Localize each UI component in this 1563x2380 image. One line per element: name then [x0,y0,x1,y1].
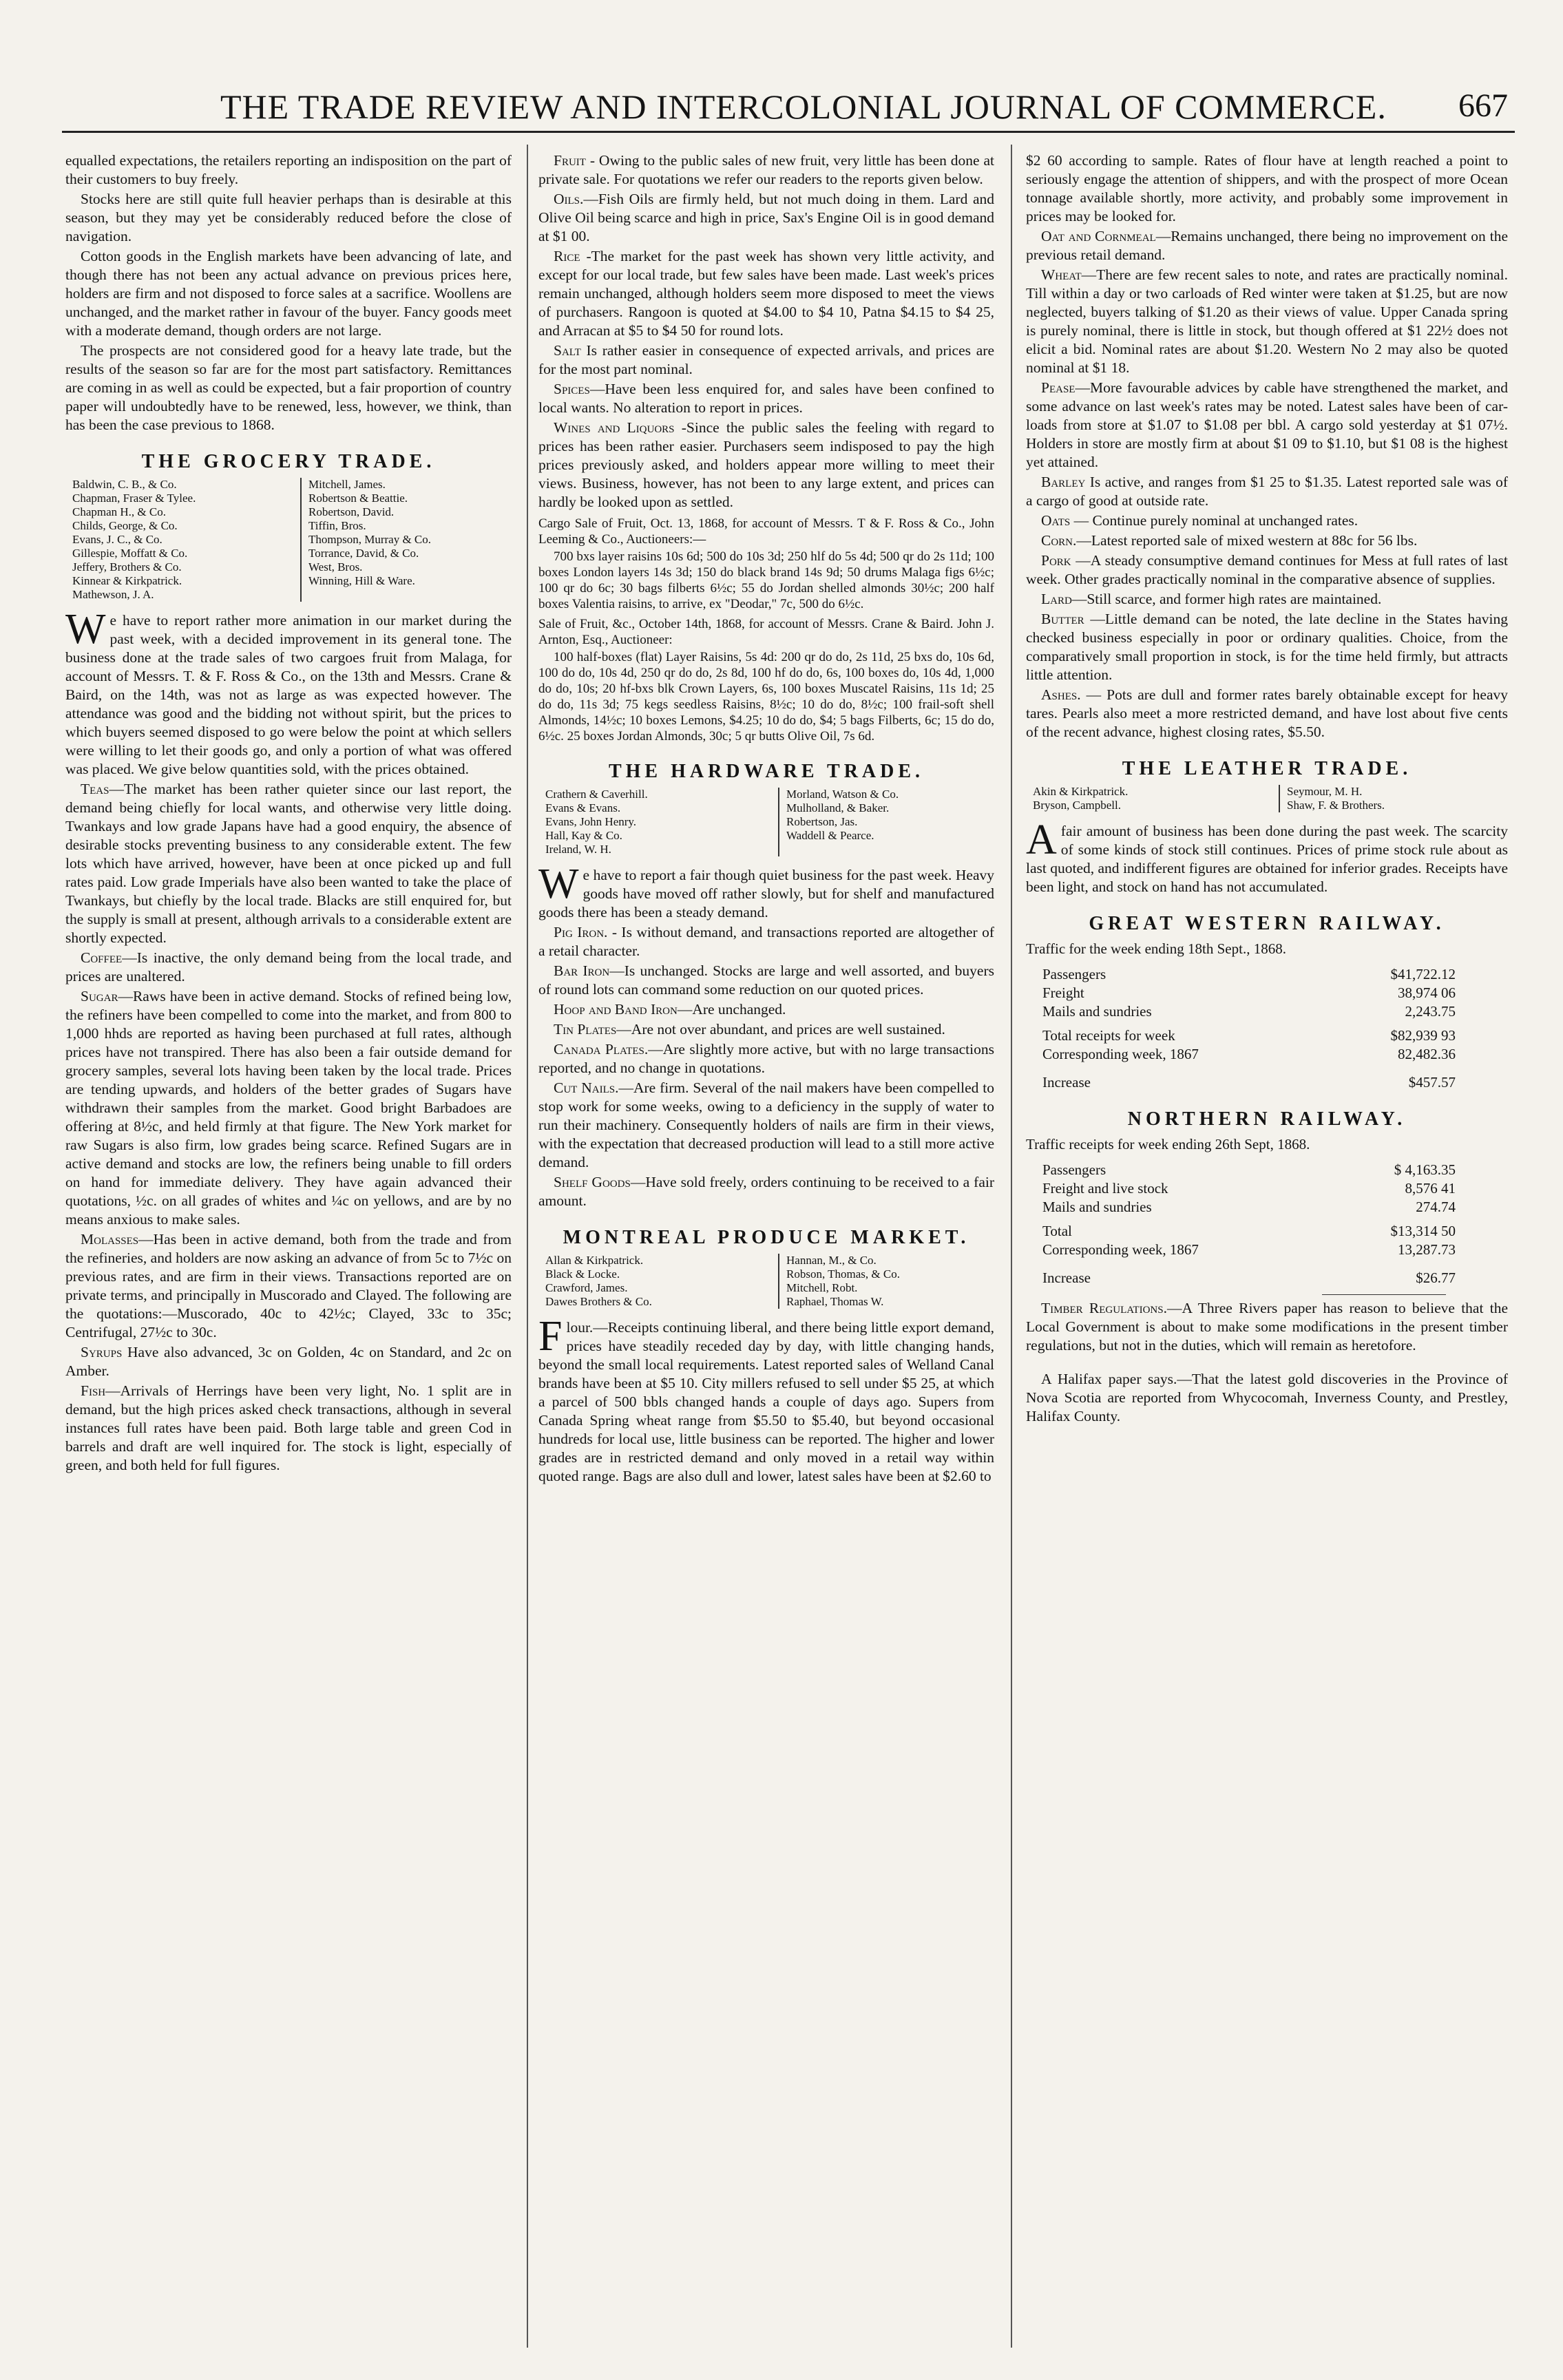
firm-list-left [545,788,762,856]
row-value: 38,974 06 [1398,984,1456,1001]
row-value: 2,243.75 [1405,1003,1456,1020]
subhead: Fruit [554,152,586,169]
row-value: $457.57 [1408,1074,1456,1091]
firm-name: Bryson, Campbell. [1033,799,1121,812]
firm-name: Seymour, M. H. [1287,785,1363,798]
traffic-table-northern [1026,1135,1508,1287]
traffic-increase-row [1026,1073,1456,1092]
traffic-row [1026,1198,1456,1217]
paragraph [1026,266,1508,377]
subhead: Salt [554,342,581,359]
paragraph [1026,590,1508,609]
traffic-row [1026,1002,1456,1021]
paragraph [538,419,994,512]
lead-paragraph: Flour.—Receipts continuing liberal, and there being little export demand, prices have steadily receded day by day, with little changing hands, beyond the small local requirements. Latest reported sales of Welland Canal brands have been at $5 10. City millers refused to sell under $5 25, at which a parcel of 500 bbls changed hands a couple of days ago. Supers from Canada Spring wheat range from $5.50 to $5.40, but beyond occasional hundreds for local use, little business can be reported. The higher and lower grades are in restricted demand and only moved in a retail way within quoted range. Bags are also dull and lower, latest sales have been at $2.60 to [538,1313,994,1484]
paragraph-text: —More favourable advices by cable have strengthened the market, and some advance on last week's rates may be noted. Latest sales have been of car-loads from store at $1.07 to $1.08 per bbl. A cargo sold yesterday at $1 07½. Holders in store are mostly firm at about $1 09 to $1.10, but $1 08 is the highest yet attained. [1026,379,1508,470]
traffic-row [1026,984,1456,1002]
row-value: 13,287.73 [1398,1241,1456,1258]
row-label: Corresponding week, 1867 [1042,1241,1199,1258]
firm-list-right [1279,785,1508,812]
subhead: Spices [554,381,590,397]
subhead: Bar Iron [554,962,610,979]
paragraph-text: —Have sold freely, orders continuing to be received to a fair amount. [538,1174,994,1209]
row-value: $13,314 50 [1390,1223,1456,1239]
paragraph: Stocks here are still quite full heavier perhaps than is desirable at this season, but they may yet be considerably reduced before the close of navigation. [65,191,512,244]
paragraph-text: —Arrivals of Herrings have been very light, No. 1 split are in demand, but the high prices asked check transactions, although in several instances full rates have been paid. Both large table and green Cod in barrels and draft are well inquired for. The stock is light, especially of green, and both held for full figures. [65,1382,512,1473]
paragraph [65,780,512,947]
subhead: Corn [1041,532,1073,549]
row-label: Increase [1042,1270,1091,1286]
paragraph-text: —Little demand can be noted, the late decline in the States having checked business especially in poor or ordinary qualities. Choice, from the comparatively small proportion in stock, is for the time held firmly, but attracts little attention. [1026,611,1508,683]
firm-name: Crathern & Caverhill. [545,788,648,801]
paragraph-text: -The market for the past week has shown very little activity, and except for our local trade, but few sales have been made. Last week's prices remain unchanged, although holders seem more disposed to meet the views of purchasers. Rangoon is quoted at $4.00 to $4 10, Patna $4.15 to $4 25, and Arracan at $5 to $4 50 for round lots. [538,248,994,339]
traffic-row [1026,1179,1456,1198]
firm-name: Hall, Kay & Co. [545,829,622,842]
subhead: Timber Regulations [1041,1300,1164,1316]
paragraph [538,923,994,960]
firm-list-right [300,478,512,602]
firm-name: Tiffin, Bros. [308,519,366,532]
firm-name: Robertson, Jas. [786,815,858,828]
firm-name: Black & Locke. [545,1267,620,1281]
row-value: $ 4,163.35 [1394,1161,1456,1178]
paragraph-text: —Are not over abundant, and prices are well sustained. [616,1021,945,1038]
row-value: 8,576 41 [1405,1180,1456,1197]
subhead: Wheat [1041,266,1082,283]
masthead [62,83,1515,133]
paragraph-text: —Is inactive, the only demand being from the local trade, and prices are unaltered. [65,949,512,984]
sale-body: 100 half-boxes (flat) Layer Raisins, 5s 4d: 200 qr do do, 2s 11d, 25 bxs do, 10s 6d, 100 do do, 10s 4d, 250 qr do do, 2s 8d, 100 hf do do, 6s, 100 boxes do, 10s 4d, 1,000 do do, 10s; 20 hf-bxs blk Crown Layers, 6s, 100 boxes Muscatel Raisins, 11s 1d; 25 do do, 11s 3d; 75 kegs seedless Raisins, 8½c; 10 do do, 8½c; 100 frail-soft shell Almonds, 14½c; 10 boxes Lemons, $4.25; 10 do do, $4; 5 bags Filberts, 6c; 15 do do, 6½c. 25 boxes Jordan Almonds, 30c; 5 qr butts Olive Oil, 7s 6d. [538,650,994,744]
paragraph-text: — Continue purely nominal at unchanged rates. [1070,512,1359,529]
firm-name: Winning, Hill & Ware. [308,574,415,587]
firm-name: Robson, Thomas, & Co. [786,1267,900,1281]
subhead: Wines and Liquors [554,419,675,436]
paragraph-text: —A steady consumptive demand continues for Mess at full rates of last week. Other grades practically nominal in the comparative absence of supplies. [1026,552,1508,587]
traffic-row [1026,965,1456,984]
paragraph: equalled expectations, the retailers reporting an indisposition on the part of their customers to buy freely. [65,152,512,187]
paragraph: The prospects are not considered good for a heavy late trade, but the results of the season so far are for the most part satisfactory. Remittances are coming in as well as could be expected, but a fair proportion of country paper will undoubtedly have to be renewed, less, however, we think, than has been the case previous to 1868. [65,342,512,433]
paragraph-text: —Has been in active demand, both from the trade and from the refineries, and holders are now asking an advance of from 5c to 7½c on previous rates, and are firm in their views. Transactions reported are on private terms, and principally in Muscorado and Clayed. The following are the quotations:—Muscorado, 40c to 42½c; Clayed, 33c to 35c; Centrifugal, 27½c to 30c. [65,1231,512,1340]
subhead: Oat and Cornmeal [1041,228,1156,244]
firm-name: Mulholland, & Baker. [786,801,890,814]
firm-name: Mathewson, J. A. [72,588,154,601]
firm-list-grocery [65,478,512,602]
sale-title: Cargo Sale of Fruit, Oct. 13, 1868, for account of Messrs. T & F. Ross & Co., John Leeming & Co., Auctioneers:— [538,516,994,547]
subhead: Molasses [81,1231,139,1247]
subhead: Sugar [81,988,118,1004]
paragraph [1026,686,1508,741]
lead-paragraph: Afair amount of business has been done during the past week. The scarcity of some kinds of stock still continues. Prices of prime stock rule about as last quoted, and indifferent figures are obtained for inferior grades. Receipts have been light, and stock on hand has not accumulated. [1026,817,1508,895]
paragraph-text: -Since the public sales the feeling with regard to prices has been rather easier. Purchasers seem indisposed to pay the high prices previously asked, and holders appear more willing to meet their views. Business, however, has not been to any large extent, and prices can hardly be looked upon as settled. [538,419,994,510]
paragraph-text: .—Are slightly more active, but with no large transactions reported, and no change in quotations. [538,1041,994,1076]
sale-body: 700 bxs layer raisins 10s 6d; 500 do 10s 3d; 250 hlf do 5s 4d; 500 qr do 2s 11d; 100 boxes London layers 14s 3d; 150 do black brand 14s 9d; 50 drums Malaga figs 6½c; 100 qr do 6c; 30 bags filberts 6½c; 55 do Jordan shelled almonds 30½c; 200 half boxes Valentia raisins, to arrive, ex "Deodar," 7c, 500 do 6½c. [538,549,994,611]
subhead: Coffee [81,949,123,966]
section-heading-produce: MONTREAL PRODUCE MARKET. [563,1227,970,1248]
traffic-caption: Traffic for the week ending 18th Sept., 1868. [1026,940,1286,957]
paragraph-text: —Is unchanged. Stocks are large and well assorted, and buyers of round lots can command some reduction on our quoted prices. [538,962,994,998]
firm-name: Gillespie, Moffatt & Co. [72,547,188,560]
section-heading-grocery: THE GROCERY TRADE. [141,451,436,472]
paragraph [538,1000,994,1019]
firm-list-left [72,478,284,602]
lead-paragraph: We have to report rather more animation in our market during the past week, with a decided improvement in its general tone. The business done at the trade sales of two cargoes fruit from Malaga, for account of Messrs. T. & F. Ross & Co., on the 13th and Messrs. Crane & Baird, on the 14th, was not as large as was expected however. The attendance was good and the bidding not without spirit, but the prices to which buyers seemed disposed to go were below the point at which sellers were willing to let their goods go, and only a portion of what was offered was placed. We give below quantities sold, with the prices obtained. [65,606,512,777]
firm-name: West, Bros. [308,560,363,573]
section-heading-leather: THE LEATHER TRADE. [1122,758,1412,779]
firm-list-leather [1026,785,1508,812]
firm-name: Evans, John Henry. [545,815,637,828]
paragraph [1026,1299,1508,1355]
paragraph [65,1382,512,1475]
row-label: Corresponding week, 1867 [1042,1046,1199,1062]
paragraph [538,1079,994,1172]
firm-name: Akin & Kirkpatrick. [1033,785,1129,798]
firm-name: Mitchell, James. [308,478,386,491]
firm-name: Torrance, David, & Co. [308,547,419,560]
subhead: Cut Nails [554,1080,616,1096]
row-label: Total receipts for week [1042,1027,1175,1044]
firm-name: Thompson, Murray & Co. [308,533,432,546]
subhead: Canada Plates [554,1041,644,1057]
row-value: 82,482.36 [1398,1046,1456,1062]
firm-name: Robertson, David. [308,505,395,518]
firm-name: Crawford, James. [545,1281,628,1294]
traffic-row [1026,1161,1456,1179]
paragraph [65,987,512,1229]
journal-title: THE TRADE REVIEW AND INTERCOLONIAL JOURNAL OF COMMERCE. [220,87,1387,126]
paragraph-text: —The market has been rather quieter since our last report, the demand being chiefly for local wants, and otherwise very little doing. Twankays and low grade Japans have had a good enquiry, the absence of desirable stocks preventing business to any considerable extent. The few lots which have arrived, however, have been at once picked up and full rates paid. Low grade Imperials have also been wanted to take the place of Twankays, but chiefly by the local trade. Blacks are still enquired for, but the supply is small at present, although arrivals to a considerable extent are shortly expected. [65,781,512,946]
row-label: Mails and sundries [1042,1199,1152,1215]
page-number: 667 [1458,87,1508,124]
firm-name: Childs, George, & Co. [72,519,178,532]
auction-sale-2 [538,616,994,744]
traffic-total-row [1026,1026,1456,1045]
firm-list-right [778,788,994,856]
firm-list-right [778,1254,994,1309]
row-label: Passengers [1042,966,1106,982]
firm-name: Chapman, Fraser & Tylee. [72,492,196,505]
firm-name: Baldwin, C. B., & Co. [72,478,177,491]
paragraph-text: .—Are firm. Several of the nail makers have been compelled to stop work for some weeks, owing to a deficiency in the supply of water to run their machinery. Consequently holders of nails are firm in their views, with the expectation that decreased production will lead to a still more active demand. [538,1080,994,1170]
paragraph [65,1343,512,1380]
subhead: Pig Iron [554,924,605,940]
row-label: Passengers [1042,1161,1106,1178]
paragraph [1026,610,1508,684]
row-label: Mails and sundries [1042,1003,1152,1020]
row-label: Freight and live stock [1042,1180,1168,1197]
subhead: Butter [1041,611,1084,627]
subhead: Lard [1041,591,1072,607]
paragraph-text: —Have been less enquired for, and sales have been confined to local wants. No alteration to report in prices. [538,381,994,416]
paragraph [65,949,512,986]
paragraph: A Halifax paper says.—That the latest gold discoveries in the Province of Nova Scotia are reported from Whycocomah, Inverness County, and Prestley, Halifax County. [1026,1371,1508,1424]
traffic-table-great-western [1026,940,1508,1092]
paragraph-text: —Still scarce, and former high rates are maintained. [1071,591,1382,607]
paragraph-text: —Remains unchanged, there being no improvement on the previous retail demand. [1026,228,1508,263]
paragraph [538,190,994,246]
paragraph-text: —Raws have been in active demand. Stocks of refined being low, the refiners have been compelled to come into the market, and from 800 to 1,000 hhds are reported as having been purchased at full rates, although prices have not transpired. There has also been a fair outside demand for grocery samples, several lots having been taken by the local trade. Prices are tending upwards, and holders of the better grades of Sugars have withdrawn their samples from the market. Good bright Barbadoes are offering at 8½c, and held firmly at that figure. The New York market for raw Sugars is also firm, low grades being scarce. Refined Sugars are in active demand and stocks are low, the refiners being unable to fill orders on hand for immediate delivery. They have again advanced their quotations, ½c. on all grades of whites and ¼c on yellows, and are by no means anxious to make sales. [65,988,512,1228]
row-label: Increase [1042,1074,1091,1091]
firm-name: Hannan, M., & Co. [786,1254,877,1267]
paragraph-text: . — Pots are dull and former rates barely obtainable except for heavy tares. Pearls also meet a more restricted demand, and have lost about five cents of the recent advance, highest closing rates, $5.50. [1026,686,1508,740]
section-heading-hardware: THE HARDWARE TRADE. [608,761,925,782]
subhead: Teas [81,781,109,797]
firm-name: Evans, J. C., & Co. [72,533,162,546]
paragraph [1026,379,1508,472]
firm-name: Kinnear & Kirkpatrick. [72,574,182,587]
paragraph [538,247,994,340]
column-3 [1026,151,1508,2355]
section-heading-northern: NORTHERN RAILWAY. [1127,1108,1407,1130]
column-1 [65,151,512,2355]
paragraph [538,341,994,379]
subhead: Fish [81,1382,106,1399]
subhead: Barley [1041,474,1086,490]
firm-name: Mitchell, Robt. [786,1281,858,1294]
subhead: Pork [1041,552,1071,569]
paragraph-text: - Owing to the public sales of new fruit, very little has been done at private sale. For quotations we refer our readers to the reports given below. [538,152,994,187]
traffic-total-row [1026,1241,1456,1259]
column-rule [1011,145,1012,2348]
row-label: Total [1042,1223,1072,1239]
firm-name: Evans & Evans. [545,801,621,814]
firm-name: Dawes Brothers & Co. [545,1295,652,1308]
paragraph [538,1040,994,1077]
paragraph-text: Is rather easier in consequence of expected arrivals, and prices are for the most part nominal. [538,342,994,377]
paragraph [1026,531,1508,550]
subhead: Ashes [1041,686,1078,703]
firm-name: Robertson & Beattie. [308,492,408,505]
firm-name: Allan & Kirkpatrick. [545,1254,644,1267]
paragraph [1026,512,1508,530]
row-label: Freight [1042,984,1084,1001]
paragraph-text: .—Latest reported sale of mixed western at 88c for 56 lbs. [1073,532,1418,549]
traffic-total-row [1026,1222,1456,1241]
section-heading-great-western: GREAT WESTERN RAILWAY. [1089,913,1445,934]
firm-name: Ireland, W. H. [545,843,611,856]
paragraph [538,1020,994,1039]
firm-name: Jeffery, Brothers & Co. [72,560,182,573]
firm-list-left [1033,785,1262,812]
paragraph [1026,473,1508,510]
sale-title: Sale of Fruit, &c., October 14th, 1868, for account of Messrs. Crane & Baird. John J. Arnton, Esq., Auctioneer: [538,617,994,647]
paragraph [538,962,994,999]
row-value: $82,939 93 [1390,1027,1456,1044]
row-value: $41,722.12 [1390,966,1456,982]
paragraph-text: —Are unchanged. [677,1001,786,1018]
subhead: Oats [1041,512,1071,529]
paragraph [1026,551,1508,589]
paragraph-text: .—A Three Rivers paper has reason to believe that the Local Government is about to make some modifications in the present timber regulations, but not in the duties, which will remain as heretofore. [1026,1300,1508,1354]
subhead: Hoop and Band Iron [554,1001,678,1018]
paragraph [1026,227,1508,264]
row-value: 274.74 [1416,1199,1456,1215]
traffic-caption: Traffic receipts for week ending 26th Sept, 1868. [1026,1136,1310,1152]
paragraph-text: Is active, and ranges from $1 25 to $1.35. Latest reported sale was of a cargo of good at outside rate. [1026,474,1508,509]
subhead: Tin Plates [554,1021,617,1038]
column-2 [538,151,994,2355]
firm-name: Raphael, Thomas W. [786,1295,884,1308]
paragraph-text: .—Fish Oils are firmly held, but not much doing in them. Lard and Olive Oil being scarce and high in price, Sax's Engine Oil is in good demand at $1 00. [538,191,994,244]
firm-name: Chapman H., & Co. [72,505,166,518]
row-value: $26.77 [1416,1270,1456,1286]
paragraph-text: $2 60 according to sample. Rates of flour have at length reached a point to seriously engage the attention of shippers, and with the prospect of more Ocean tonnage available shortly, more activity, and probably some improvement in prices may be looked for. [1026,152,1508,224]
lead-paragraph: We have to report a fair though quiet business for the past week. Heavy goods have moved off rather slowly, but for shelf and manufactured goods there has been a steady demand. [538,861,994,920]
paragraph-text: Have also advanced, 3c on Golden, 4c on Standard, and 2c on Amber. [65,1344,512,1379]
subhead: Oils [554,191,580,207]
paragraph: Cotton goods in the English markets have been advancing of late, and though there has not been any actual advance on previous prices here, holders are firm and not disposed to force sales at a sacrifice. Woollens are unchanged, and the market rather in favour of the buyer. Fancy goods meet with a moderate demand, though orders are not large. [65,248,512,339]
firm-name: Shaw, F. & Brothers. [1287,799,1385,812]
firm-list-hardware [538,788,994,856]
subhead: Rice [554,248,580,264]
divider [1322,1294,1446,1295]
subhead: Syrups [81,1344,123,1360]
subhead: Pease [1041,379,1076,396]
paragraph [538,1173,994,1210]
traffic-increase-row [1026,1269,1456,1287]
paragraph [538,380,994,417]
column-rule [527,145,528,2348]
firm-name: Waddell & Pearce. [786,829,874,842]
paragraph-text: . - Is without demand, and transactions reported are altogether of a retail character. [538,924,994,959]
paragraph [65,1230,512,1342]
paragraph-text: —There are few recent sales to note, and rates are practically nominal. Till within a day or two carloads of Red winter were taken at $1.25, but are now neglected, buyers talking of $1.20 as their views of value. Upper Canada spring is purely nominal, there is little in stock, but though offered at $1 22½ does not elicit a bid. Nominal rates are about $1.20. Western No 2 may also be quoted nominal at $1 18. [1026,266,1508,376]
subhead: Shelf Goods [554,1174,631,1190]
auction-sale-1 [538,516,994,612]
paragraph [1026,151,1508,226]
firm-list-left [545,1254,762,1309]
traffic-total-row [1026,1045,1456,1064]
paragraph [538,151,994,189]
firm-name: Morland, Watson & Co. [786,788,899,801]
firm-list-produce [538,1254,994,1309]
